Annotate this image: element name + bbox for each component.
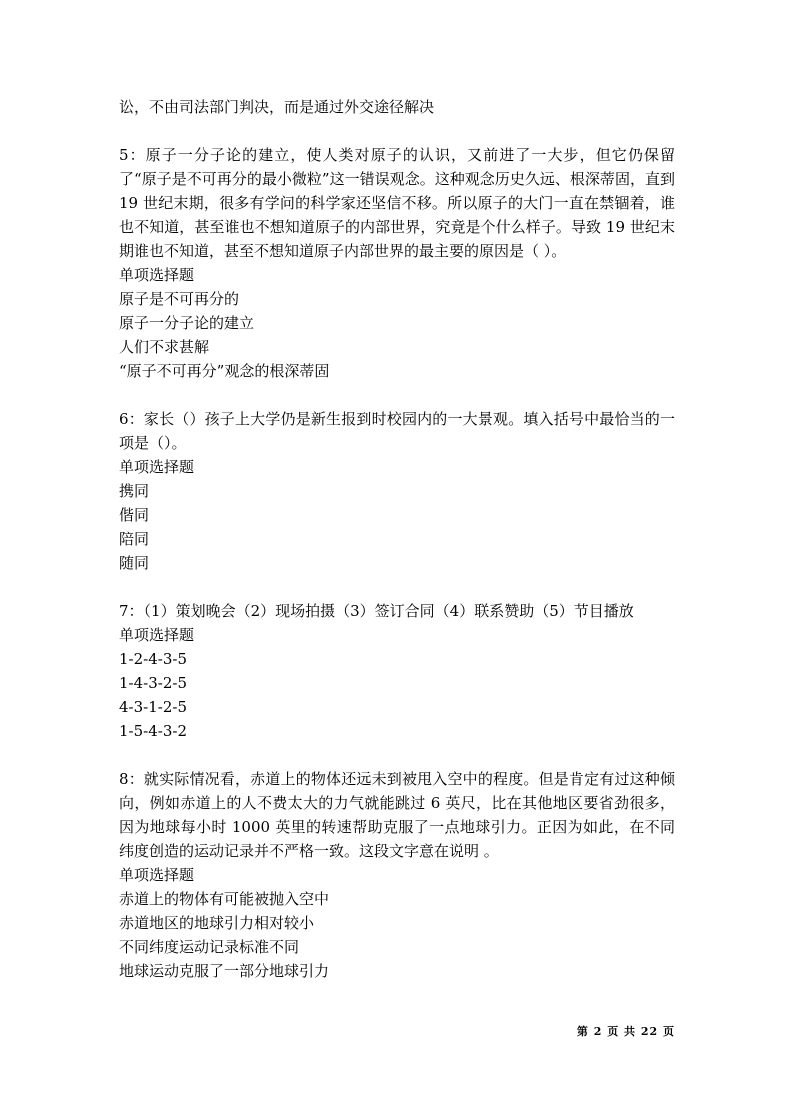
question-7 xyxy=(119,599,675,743)
answer-option[interactable]: 地球运动克服了一部分地球引力 xyxy=(119,962,330,980)
answer-option[interactable]: 原子一分子论的建立 xyxy=(119,314,255,332)
answer-option[interactable]: 赤道地区的地球引力相对较小 xyxy=(119,914,315,932)
question-type: 单项选择题 xyxy=(119,866,195,884)
question-8 xyxy=(119,767,675,983)
question-type: 单项选择题 xyxy=(119,626,195,644)
question-type: 单项选择题 xyxy=(119,458,195,476)
answer-option[interactable]: 1-2-4-3-5 xyxy=(119,650,187,668)
question-stem: 6：家长（）孩子上大学仍是新生报到时校园内的一大景观。填入括号中最恰当的一项是（）。 xyxy=(119,410,675,452)
question-stem: 5：原子一分子论的建立，使人类对原子的认识，又前进了一大步，但它仍保留了“原子是不可再分的最小微粒”这一错误观念。这种观念历史久远、根深蒂固，直到 19 世纪末期，很多有学问的科学家还坚信不移。所以原子的大门一直在禁锢着，谁也不知道，甚至谁也不想知道原子的内部世界，究竟是个什么样子。导致 19 世纪末期谁也不知道，甚至不想知道原子内部世界的最主要的原因是（ ）。 xyxy=(119,146,675,260)
answer-option[interactable]: 随同 xyxy=(119,554,150,572)
answer-option[interactable]: 陪同 xyxy=(119,530,150,548)
answer-option[interactable]: “原子不可再分”观念的根深蒂固 xyxy=(119,362,330,380)
question-stem: 7：（1）策划晚会（2）现场拍摄（3）签订合同（4）联系赞助（5）节目播放 xyxy=(119,602,634,620)
answer-option[interactable]: 赤道上的物体有可能被抛入空中 xyxy=(119,890,330,908)
page-number-footer: 第 2 页 共 22 页 xyxy=(576,1025,675,1038)
answer-option[interactable]: 不同纬度运动记录标准不同 xyxy=(119,938,300,956)
carryover-text: 讼，不由司法部门判决，而是通过外交途径解决 xyxy=(119,98,435,116)
answer-option[interactable]: 携同 xyxy=(119,482,150,500)
answer-option[interactable]: 偕同 xyxy=(119,506,150,524)
question-5 xyxy=(119,143,675,383)
answer-option[interactable]: 人们不求甚解 xyxy=(119,338,210,356)
question-type: 单项选择题 xyxy=(119,266,195,284)
question-6 xyxy=(119,407,675,575)
answer-option[interactable]: 1-4-3-2-5 xyxy=(119,674,187,692)
question-stem: 8：就实际情况看，赤道上的物体还远未到被甩入空中的程度。但是肯定有过这种倾向，例如赤道上的人不费太大的力气就能跳过 6 英尺，比在其他地区要省劲很多，因为地球每小时 1000 英里的转速帮助克服了一点地球引力。正因为如此，在不同纬度创造的运动记录并不严格一致。这段文字意在说明 。 xyxy=(119,770,675,860)
answer-option[interactable]: 1-5-4-3-2 xyxy=(119,722,187,740)
answer-option[interactable]: 4-3-1-2-5 xyxy=(119,698,187,716)
answer-option[interactable]: 原子是不可再分的 xyxy=(119,290,240,308)
page-content xyxy=(119,95,675,1007)
carryover-text-block xyxy=(119,95,675,119)
